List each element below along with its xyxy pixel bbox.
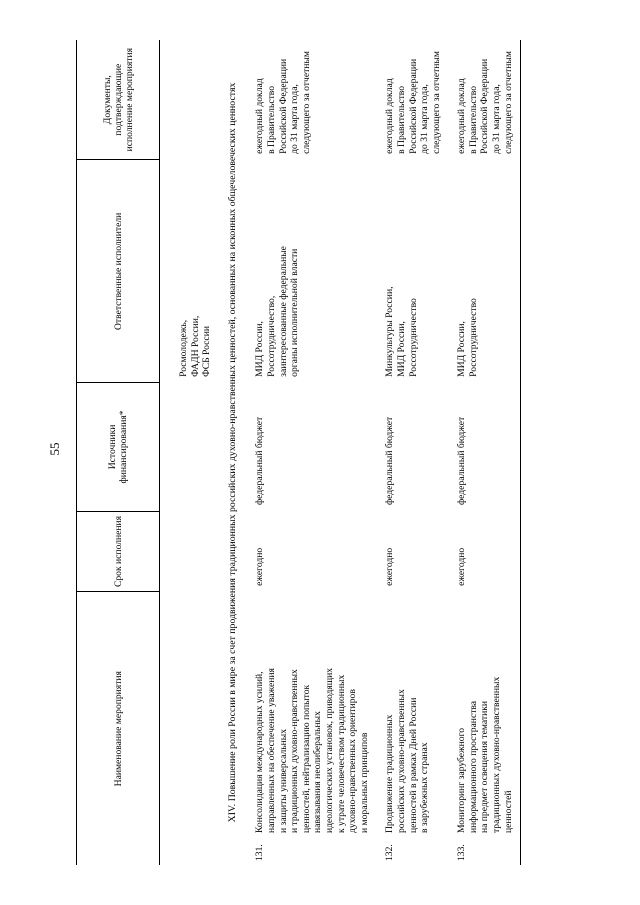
section-heading-row: [219, 40, 247, 865]
row-number: 132.: [384, 844, 396, 861]
header-executors: Ответственные исполнители: [77, 160, 160, 383]
continuation-executor-line: ФАДН России,: [189, 315, 201, 377]
continuation-executors: [160, 160, 219, 383]
rotated-table-container: [76, 40, 566, 865]
header-deadline: Срок исполнения: [77, 511, 160, 592]
row-documents: ежегодный доклад в Правительство Российской Федерации до 31 марта года, следующего за отчетным: [254, 51, 312, 154]
header-funding: Источники финансирования*: [77, 383, 160, 511]
row-documents: ежегодный доклад в Правительство Российской Федерации до 31 марта года, следующего за отчетным: [384, 51, 442, 154]
row-funding: федеральный бюджет: [384, 416, 396, 506]
row-funding: федеральный бюджет: [448, 383, 520, 511]
section-title: XIV. Повышение роли России в мире за счет продвижения традиционных российских духовно-нравственных ценностей, основанных на исконных общечеловеческих ценностях: [226, 82, 238, 823]
row-number: 131.: [254, 844, 266, 861]
header-name: Наименование мероприятия: [77, 592, 160, 865]
table-header-row: [77, 40, 160, 865]
row-name: Мониторинг зарубежного информационного пространства на предмет освещения тематики традиционных духовно-нравственных ценностей: [456, 676, 514, 833]
row-funding: федеральный бюджет: [254, 416, 266, 506]
continuation-row: [160, 40, 219, 865]
row-executors: Минкультуры России, МИД России, Россотрудничество: [384, 286, 419, 377]
row-deadline: ежегодно: [384, 547, 396, 586]
continuation-executor-line: ФСБ России: [201, 326, 213, 377]
row-deadline: ежегодно: [448, 511, 520, 592]
row-documents: ежегодный доклад в Правительство Российской Федерации до 31 марта года, следующего за отчетным: [448, 40, 520, 160]
continuation-executor-line: Росмолодежь,: [178, 319, 189, 377]
page-number: 55: [47, 442, 62, 456]
header-documents: Документы, подтверждающие исполнение мероприятия: [77, 40, 160, 160]
row-deadline: ежегодно: [254, 547, 266, 586]
row-executors: МИД России, Россотрудничество: [448, 160, 520, 383]
row-executors: МИД России, Россотрудничество, заинтересованные федеральные органы исполнительной власти: [254, 246, 301, 377]
table-row: [448, 40, 520, 865]
table-row: [376, 40, 448, 865]
table-row: [246, 40, 376, 865]
events-table: [76, 40, 521, 865]
row-number: 133.: [456, 844, 468, 861]
row-name: Консолидация международных усилий, направленных на обеспечение уважения и защиты универсальных и традиционных духовно-нравственных ценностей, нейтрализацию попыток навязывания неолиберальных идеологических установок, приводящих к утрате человечеством традиционных духовно-нравственных ориентиров и моральных принципов: [254, 667, 370, 833]
row-name: Продвижение традиционных российских духовно-нравственных ценностей в рамках Дней России в зарубежных странах: [384, 689, 431, 833]
